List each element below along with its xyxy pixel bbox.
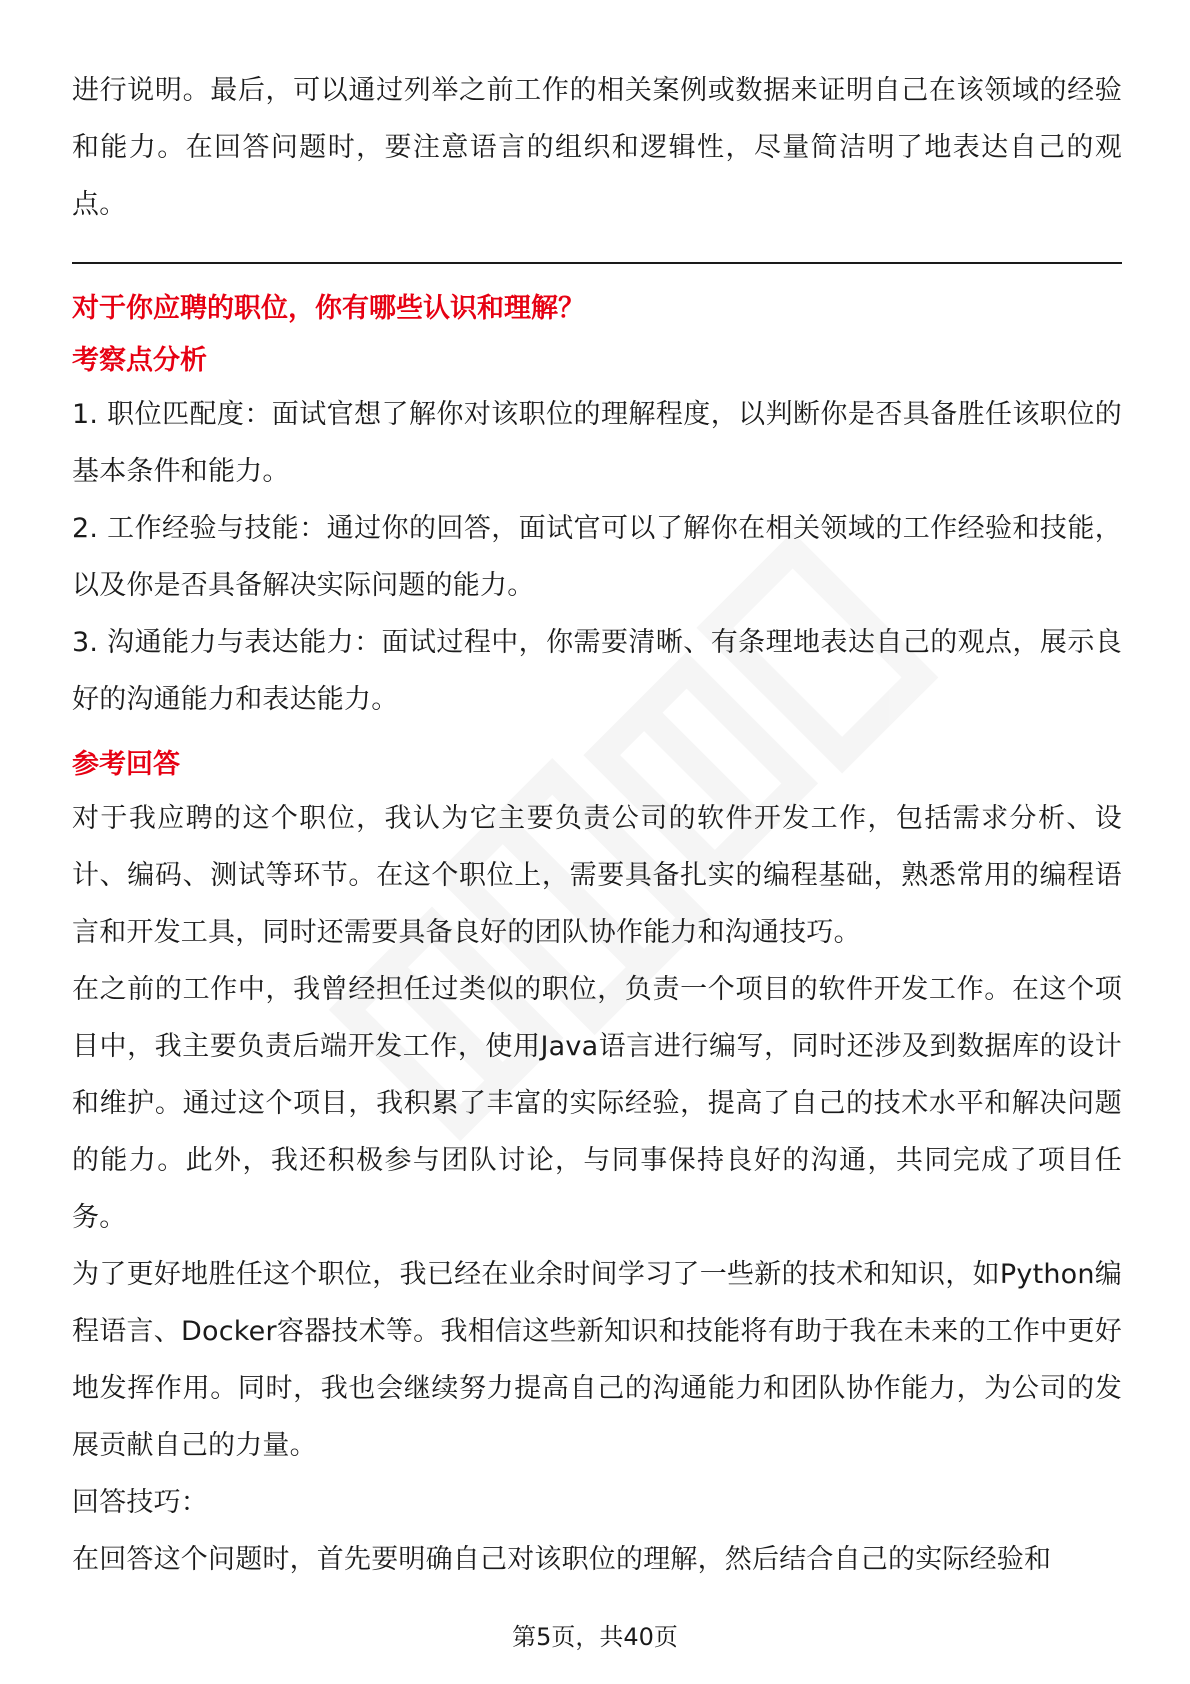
answer-paragraph: 为了更好地胜任这个职位，我已经在业余时间学习了一些新的技术和知识，如Python编程语言、Docker容器技术等。我相信这些新知识和技能将有助于我在未来的工作中更好地发挥作用。同时，我也会继续努力提高自己的沟通能力和团队协作能力，为公司的发展贡献自己的力量。 bbox=[72, 1259, 1122, 1461]
question-heading: 对于你应聘的职位，你有哪些认识和理解？ bbox=[72, 293, 585, 324]
analysis-item: 1. 职位匹配度：面试官想了解你对该职位的理解程度，以判断你是否具备胜任该职位的基本条件和能力。 bbox=[72, 399, 1122, 487]
tips-paragraph: 在回答这个问题时，首先要明确自己对该职位的理解，然后结合自己的实际经验和 bbox=[72, 1544, 1052, 1575]
section-divider bbox=[72, 262, 1122, 264]
answer-paragraph: 对于我应聘的这个职位，我认为它主要负责公司的软件开发工作，包括需求分析、设计、编码、测试等环节。在这个职位上，需要具备扎实的编程基础，熟悉常用的编程语言和开发工具，同时还需要具备良好的团队协作能力和沟通技巧。 bbox=[72, 803, 1122, 948]
tips-label: 回答技巧： bbox=[72, 1487, 208, 1518]
answer-title: 参考回答 bbox=[72, 749, 180, 780]
answer-paragraph: 在之前的工作中，我曾经担任过类似的职位，负责一个项目的软件开发工作。在这个项目中，我主要负责后端开发工作，使用Java语言进行编写，同时还涉及到数据库的设计和维护。通过这个项目，我积累了丰富的实际经验，提高了自己的技术水平和解决问题的能力。此外，我还积极参与团队讨论，与同事保持良好的沟通，共同完成了项目任务。 bbox=[72, 974, 1122, 1233]
intro-paragraph: 进行说明。最后，可以通过列举之前工作的相关案例或数据来证明自己在该领域的经验和能力。在回答问题时，要注意语言的组织和逻辑性，尽量简洁明了地表达自己的观点。 bbox=[72, 75, 1122, 220]
page-number: 第5页，共40页 bbox=[512, 1623, 678, 1651]
analysis-item: 2. 工作经验与技能：通过你的回答，面试官可以了解你在相关领域的工作经验和技能，以及你是否具备解决实际问题的能力。 bbox=[72, 513, 1122, 601]
analysis-title: 考察点分析 bbox=[72, 345, 207, 376]
analysis-item: 3. 沟通能力与表达能力：面试过程中，你需要清晰、有条理地表达自己的观点，展示良好的沟通能力和表达能力。 bbox=[72, 627, 1122, 715]
document-body bbox=[72, 62, 1122, 1588]
